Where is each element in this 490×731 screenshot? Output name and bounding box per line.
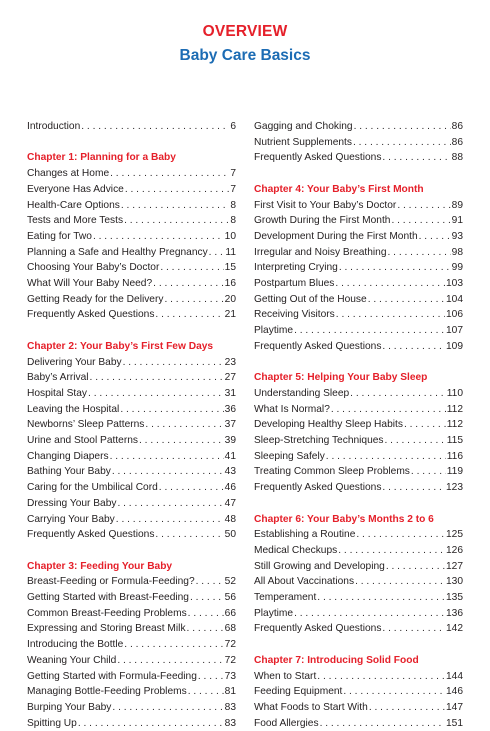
- toc-entry-title: Getting Started with Formula-Feeding: [27, 670, 197, 682]
- dot-leader: [81, 119, 229, 135]
- dot-leader: [112, 464, 224, 480]
- toc-entry-page-number: 112: [446, 419, 463, 431]
- toc-entry-title: Getting Ready for the Delivery: [27, 293, 164, 305]
- toc-entry: [27, 716, 236, 731]
- section-spacer: [27, 543, 236, 559]
- dot-leader: [88, 386, 224, 402]
- toc-entry-title: Baby’s Arrival: [27, 372, 89, 384]
- toc-entry-title: Tests and More Tests: [27, 215, 124, 227]
- toc-entry-page-number: 135: [446, 592, 463, 604]
- toc-entry-title: Gagging and Choking: [254, 121, 353, 132]
- section-spacer: [27, 323, 236, 339]
- toc-entry-title: Eating for Two: [27, 230, 92, 242]
- toc-entry-title: Medical Checkups: [254, 544, 338, 556]
- toc-entry: [27, 292, 236, 308]
- toc-entry-page-number: 31: [224, 387, 236, 399]
- dot-leader: [78, 716, 224, 731]
- toc-entry-page-number: 103: [446, 278, 463, 290]
- dot-leader: [388, 245, 451, 261]
- dot-leader: [112, 700, 223, 716]
- toc-entry: [27, 621, 236, 637]
- toc-entry-title: Playtime: [254, 325, 294, 337]
- toc-entry: [254, 150, 463, 166]
- toc-entry: [254, 559, 463, 575]
- toc-entry: [254, 606, 463, 622]
- toc-entry: [27, 276, 236, 292]
- toc-entry: [254, 260, 463, 276]
- toc-entry: [254, 135, 463, 151]
- toc-entry-page-number: 27: [224, 372, 236, 384]
- toc-entry-page-number: 11: [225, 246, 236, 258]
- toc-entry: [27, 637, 236, 653]
- toc-entry-page-number: 147: [446, 701, 463, 713]
- toc-entry: [254, 402, 463, 418]
- toc-entry: [27, 496, 236, 512]
- toc-entry: [27, 464, 236, 480]
- section-spacer: [254, 496, 463, 512]
- toc-entry: [27, 245, 236, 261]
- dot-leader: [353, 135, 451, 151]
- dot-leader: [350, 386, 446, 402]
- dot-leader: [121, 198, 229, 214]
- dot-leader: [382, 339, 445, 355]
- dot-leader: [120, 402, 223, 418]
- dot-leader: [116, 512, 224, 528]
- dot-leader: [187, 621, 224, 637]
- toc-entry-title: Expressing and Storing Breast Milk: [27, 623, 186, 635]
- toc-entry: [254, 684, 463, 700]
- toc-entry: [254, 339, 463, 355]
- dot-leader: [110, 166, 229, 182]
- toc-entry-page-number: 72: [224, 654, 236, 666]
- toc-entry-page-number: 107: [446, 325, 463, 337]
- toc-entry-title: Delivering Your Baby: [27, 356, 122, 368]
- section-spacer: [254, 355, 463, 371]
- toc-entry-page-number: 73: [224, 670, 236, 682]
- dot-leader: [331, 402, 446, 418]
- toc-entry-page-number: 16: [224, 278, 236, 290]
- toc-entry-page-number: 7: [230, 168, 236, 180]
- toc-entry: [27, 119, 236, 135]
- toc-entry: [27, 213, 236, 229]
- toc-entry: [27, 260, 236, 276]
- toc-entry-title: Weaning Your Child: [27, 654, 117, 666]
- toc-entry: [254, 700, 463, 716]
- dot-leader: [335, 276, 445, 292]
- toc-entry-title: Growth During the First Month: [254, 215, 391, 227]
- toc-entry: [254, 543, 463, 559]
- dot-leader: [155, 307, 223, 323]
- toc-entry-title: Everyone Has Advice: [27, 183, 124, 195]
- toc-entry-page-number: 15: [224, 262, 236, 274]
- dot-leader: [124, 637, 223, 653]
- toc-entry: [254, 307, 463, 323]
- dot-leader: [164, 292, 223, 308]
- toc-entry-page-number: 91: [451, 215, 463, 227]
- dot-leader: [326, 449, 446, 465]
- toc-entry-title: First Visit to Your Baby’s Doctor: [254, 199, 397, 211]
- toc-entry-title: Establishing a Routine: [254, 529, 356, 541]
- toc-entry-title: Frequently Asked Questions: [254, 623, 382, 635]
- toc-entry-page-number: 86: [451, 136, 463, 148]
- toc-entry-title: Introduction: [27, 121, 81, 132]
- toc-column-left: [27, 119, 236, 731]
- dot-leader: [385, 433, 446, 449]
- toc-entry: [254, 621, 463, 637]
- toc-entry-page-number: 93: [451, 230, 463, 242]
- dot-leader: [153, 276, 224, 292]
- toc-entry-page-number: 115: [446, 435, 463, 447]
- toc-entry-page-number: 21: [224, 309, 236, 321]
- dot-leader: [90, 370, 224, 386]
- toc-entry: [254, 323, 463, 339]
- toc-entry: [254, 276, 463, 292]
- dot-leader: [317, 590, 445, 606]
- toc-entry-title: Bathing Your Baby: [27, 466, 111, 478]
- dot-leader: [356, 527, 445, 543]
- dot-leader: [123, 355, 224, 371]
- chapter-heading: Chapter 3: Feeding Your Baby: [27, 560, 173, 572]
- dot-leader: [320, 716, 445, 731]
- dot-leader: [190, 590, 224, 606]
- dot-leader: [317, 669, 445, 685]
- toc-entry-title: Spitting Up: [27, 717, 77, 729]
- toc-entry: [27, 433, 236, 449]
- dot-leader: [339, 260, 451, 276]
- toc-entry: [27, 606, 236, 622]
- toc-entry-title: Postpartum Blues: [254, 278, 335, 290]
- toc-entry-title: Changing Diapers: [27, 450, 109, 462]
- toc-entry-page-number: 116: [446, 450, 463, 462]
- toc-entry-title: Irregular and Noisy Breathing: [254, 246, 387, 258]
- dot-leader: [188, 606, 224, 622]
- toc-entry-title: What Foods to Start With: [254, 701, 368, 713]
- toc-entry-page-number: 66: [224, 607, 236, 619]
- toc-entry-page-number: 130: [446, 576, 463, 588]
- toc-entry-title: Urine and Stool Patterns: [27, 435, 138, 447]
- dot-leader: [391, 213, 450, 229]
- chapter-heading: Chapter 6: Your Baby’s Months 2 to 6: [254, 513, 434, 525]
- dot-leader: [354, 119, 451, 135]
- dot-leader: [198, 669, 224, 685]
- dot-leader: [124, 213, 229, 229]
- toc-entry-title: Newborns’ Sleep Patterns: [27, 419, 145, 431]
- toc-entry-title: Getting Started with Breast-Feeding: [27, 592, 189, 604]
- toc-entry-title: Frequently Asked Questions: [27, 309, 155, 321]
- toc-entry-page-number: 68: [224, 623, 236, 635]
- toc-entry: [27, 700, 236, 716]
- dot-leader: [336, 307, 445, 323]
- toc-entry-page-number: 112: [446, 403, 463, 415]
- dot-leader: [355, 574, 445, 590]
- toc-entry-title: Receiving Visitors: [254, 309, 335, 321]
- toc-entry: [254, 449, 463, 465]
- dot-leader: [382, 621, 445, 637]
- chapter-heading: Chapter 5: Helping Your Baby Sleep: [254, 372, 428, 384]
- toc-entry-title: Leaving the Hospital: [27, 403, 120, 415]
- chapter-heading: Chapter 2: Your Baby’s First Few Days: [27, 340, 214, 352]
- toc-entry-title: Treating Common Sleep Problems: [254, 466, 410, 478]
- toc-entry-page-number: 50: [224, 529, 236, 541]
- toc-entry-title: Frequently Asked Questions: [254, 340, 382, 352]
- toc-entry-title: Common Breast-Feeding Problems: [27, 607, 187, 619]
- chapter-heading: Chapter 4: Your Baby’s First Month: [254, 183, 424, 195]
- toc-entry-title: Dressing Your Baby: [27, 497, 117, 509]
- dot-leader: [145, 417, 223, 433]
- dot-leader: [125, 182, 229, 198]
- dot-leader: [209, 245, 225, 261]
- toc-entry-page-number: 37: [224, 419, 236, 431]
- dot-leader: [382, 150, 450, 166]
- toc-entry-page-number: 109: [446, 340, 463, 352]
- toc-entry-title: Understanding Sleep: [254, 387, 350, 399]
- section-spacer: [254, 166, 463, 182]
- toc-entry: [254, 464, 463, 480]
- toc-entry-title: Breast-Feeding or Formula-Feeding?: [27, 576, 195, 588]
- toc-entry-page-number: 52: [224, 576, 236, 588]
- toc-entry: [254, 716, 463, 731]
- dot-leader: [139, 433, 224, 449]
- toc-entry: [27, 449, 236, 465]
- dot-leader: [369, 700, 445, 716]
- toc-entry: [27, 590, 236, 606]
- toc-entry-page-number: 23: [224, 356, 236, 368]
- dot-leader: [404, 417, 446, 433]
- dot-leader: [188, 684, 224, 700]
- dot-leader: [419, 229, 451, 245]
- toc-entry-title: Frequently Asked Questions: [254, 152, 382, 164]
- toc-entry-page-number: 7: [230, 183, 236, 195]
- toc-entry-page-number: 48: [224, 513, 236, 525]
- overview-heading: OVERVIEW: [202, 23, 288, 40]
- toc-entry: [27, 480, 236, 496]
- dot-leader: [155, 527, 223, 543]
- toc-entry: [27, 307, 236, 323]
- toc-entry-page-number: 39: [224, 435, 236, 447]
- toc-entry-page-number: 110: [446, 387, 463, 399]
- toc-entry-title: Frequently Asked Questions: [27, 529, 155, 541]
- toc-entry: [254, 229, 463, 245]
- toc-entry: [27, 229, 236, 245]
- toc-entry: [254, 417, 463, 433]
- toc-entry-title: Still Growing and Developing: [254, 560, 385, 572]
- toc-entry: [254, 433, 463, 449]
- dot-leader: [160, 260, 223, 276]
- dot-leader: [159, 480, 224, 496]
- toc-entry-title: Caring for the Umbilical Cord: [27, 482, 158, 494]
- toc-entry-title: Introducing the Bottle: [27, 639, 124, 651]
- toc-entry: [254, 574, 463, 590]
- toc-entry-title: Sleep-Stretching Techniques: [254, 435, 384, 447]
- toc-entry-title: Playtime: [254, 607, 294, 619]
- toc-entry-title: Interpreting Crying: [254, 262, 338, 274]
- toc-entry-page-number: 72: [224, 639, 236, 651]
- toc-entry-title: Nutrient Supplements: [254, 136, 352, 148]
- toc-entry: [27, 417, 236, 433]
- toc-entry-page-number: 20: [224, 293, 236, 305]
- toc-entry-page-number: 81: [224, 686, 236, 698]
- dot-leader: [110, 449, 224, 465]
- toc-entry: [254, 669, 463, 685]
- toc-entry-page-number: 89: [451, 199, 463, 211]
- toc-entry: [27, 166, 236, 182]
- toc-entry: [254, 480, 463, 496]
- page-header: [0, 22, 490, 66]
- toc-entry-page-number: 127: [446, 560, 463, 572]
- toc-entry-page-number: 46: [224, 482, 236, 494]
- toc-entry-page-number: 36: [224, 403, 236, 415]
- toc-entry-page-number: 83: [224, 717, 236, 729]
- toc-entry-title: What Is Normal?: [254, 403, 330, 415]
- toc-entry: [254, 527, 463, 543]
- toc-entry-title: Planning a Safe and Healthy Pregnancy: [27, 246, 208, 258]
- toc-entry: [254, 213, 463, 229]
- toc-entry-page-number: 6: [230, 121, 236, 132]
- toc-entry-page-number: 146: [446, 686, 463, 698]
- toc-entry-title: Hospital Stay: [27, 387, 88, 399]
- toc-entry: [27, 402, 236, 418]
- dot-leader: [343, 684, 445, 700]
- toc-entry-page-number: 136: [446, 607, 463, 619]
- toc-entry-title: Burping Your Baby: [27, 701, 112, 713]
- section-spacer: [254, 637, 463, 653]
- toc-entry-page-number: 10: [224, 230, 236, 242]
- section-spacer: [27, 135, 236, 151]
- toc-entry-page-number: 104: [446, 293, 463, 305]
- dot-leader: [368, 292, 445, 308]
- toc-entry-page-number: 47: [224, 497, 236, 509]
- toc-entry-title: Choosing Your Baby’s Doctor: [27, 262, 160, 274]
- toc-entry: [254, 292, 463, 308]
- toc-entry-page-number: 126: [446, 544, 463, 556]
- toc-entry-page-number: 88: [451, 152, 463, 164]
- toc-entry-page-number: 123: [446, 482, 463, 494]
- toc-entry-title: Changes at Home: [27, 168, 110, 180]
- toc-entry: [27, 386, 236, 402]
- toc-entry-page-number: 8: [230, 215, 236, 227]
- dot-leader: [397, 198, 450, 214]
- toc-entry-page-number: 106: [446, 309, 463, 321]
- toc-entry: [27, 182, 236, 198]
- dot-leader: [117, 653, 223, 669]
- toc-entry-title: Carrying Your Baby: [27, 513, 115, 525]
- toc-entry: [27, 198, 236, 214]
- dot-leader: [294, 606, 445, 622]
- toc-column-right: [254, 119, 463, 731]
- dot-leader: [386, 559, 445, 575]
- toc-entry-title: Food Allergies: [254, 717, 319, 729]
- toc-entry-title: All About Vaccinations: [254, 576, 355, 588]
- toc-entry: [254, 119, 463, 135]
- chapter-heading: Chapter 7: Introducing Solid Food: [254, 654, 419, 666]
- toc-entry-title: Sleeping Safely: [254, 450, 325, 462]
- toc-entry-page-number: 41: [224, 450, 236, 462]
- toc-entry-page-number: 56: [224, 592, 236, 604]
- toc-entry-page-number: 86: [451, 121, 463, 132]
- toc-entry-title: Managing Bottle-Feeding Problems: [27, 686, 187, 698]
- toc-entry-title: Frequently Asked Questions: [254, 482, 382, 494]
- dot-leader: [117, 496, 223, 512]
- dot-leader: [93, 229, 224, 245]
- dot-leader: [411, 464, 446, 480]
- toc-entry-page-number: 151: [446, 717, 463, 729]
- toc-entry-title: Temperament: [254, 592, 317, 604]
- toc-entry-title: Development During the First Month: [254, 230, 418, 242]
- chapter-heading: Chapter 1: Planning for a Baby: [27, 152, 176, 164]
- toc-entry-title: What Will Your Baby Need?: [27, 278, 153, 290]
- toc-entry: [27, 574, 236, 590]
- toc-entry: [27, 370, 236, 386]
- toc-entry-page-number: 83: [224, 701, 236, 713]
- toc-entry: [27, 527, 236, 543]
- toc-entry-page-number: 144: [446, 670, 463, 682]
- toc-entry-page-number: 125: [446, 529, 463, 541]
- toc-entry-page-number: 99: [451, 262, 463, 274]
- toc-entry-page-number: 142: [446, 623, 463, 635]
- toc-entry-title: Developing Healthy Sleep Habits: [254, 419, 403, 431]
- dot-leader: [338, 543, 445, 559]
- toc-entry: [27, 669, 236, 685]
- toc-entry: [27, 355, 236, 371]
- toc-entry-title: Health-Care Options: [27, 199, 120, 211]
- toc-entry-page-number: 98: [451, 246, 463, 258]
- toc-entry-page-number: 119: [446, 466, 463, 478]
- toc-entry: [254, 386, 463, 402]
- dot-leader: [294, 323, 445, 339]
- dot-leader: [382, 480, 445, 496]
- toc-entry: [27, 512, 236, 528]
- toc-entry-page-number: 43: [224, 466, 236, 478]
- toc-entry-title: Getting Out of the House: [254, 293, 367, 305]
- toc-entry: [254, 590, 463, 606]
- toc-entry-title: Feeding Equipment: [254, 686, 343, 698]
- toc-entry: [254, 245, 463, 261]
- toc-entry-title: When to Start: [254, 670, 317, 682]
- book-title: Baby Care Basics: [179, 47, 311, 64]
- dot-leader: [196, 574, 224, 590]
- toc-entry: [27, 684, 236, 700]
- toc-entry-page-number: 8: [230, 199, 236, 211]
- toc-entry: [254, 198, 463, 214]
- toc-entry: [27, 653, 236, 669]
